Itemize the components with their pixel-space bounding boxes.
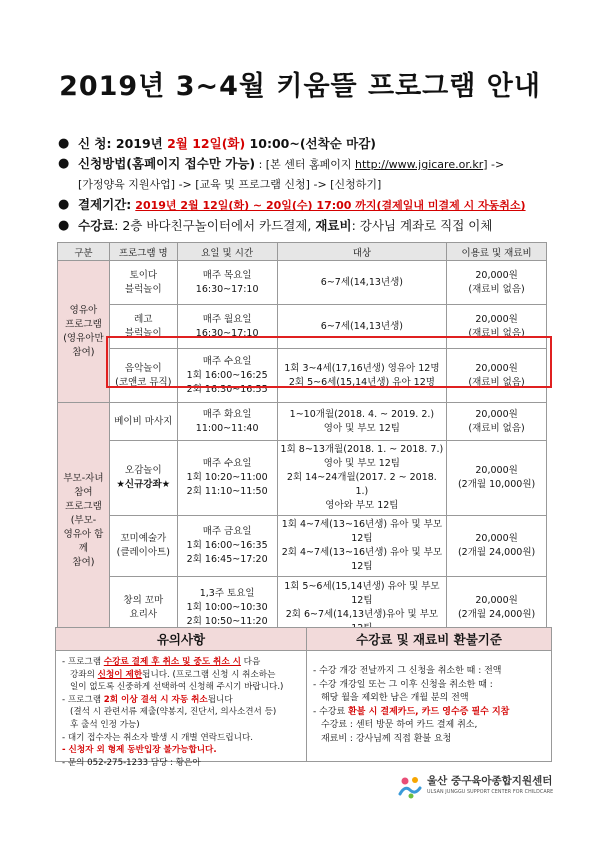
center-name: 울산 중구육아종합지원센터 [427, 775, 553, 787]
restriction-warning: 신청이 제한 [97, 669, 143, 680]
info-fee [58, 216, 578, 236]
fee-label: 수강료 [78, 218, 115, 233]
program-fee: 20,000원 (재료비 없음) [447, 349, 547, 403]
program-name: 음악놀이 (코앤코 뮤직) [109, 349, 177, 403]
program-name: 베이비 마사지 [109, 403, 177, 441]
program-table [57, 242, 547, 639]
header-time: 요일 및 시간 [177, 243, 277, 261]
precautions-title: 유의사항 [56, 628, 306, 651]
table-row [58, 441, 547, 516]
pay-period-value: 2019년 2월 12일(화) ~ 20일(수) 17:00 까지(결제일내 미결제 시 자동취소) [135, 199, 526, 212]
program-name: 창의 꼬마 요리사 [109, 577, 177, 639]
homepage-link[interactable]: http://www.jgicare.or.kr [354, 158, 484, 171]
program-target: 1회 3~4세(17,16년생) 영유아 12명 2회 5~6세(15,14년생) 유아 12명 [277, 349, 447, 403]
notice-box [55, 627, 552, 768]
highlight-box [106, 336, 552, 388]
method-path: [가정양육 지원사업] -> [교육 및 프로그램 신청] -> [신청하기] [78, 178, 382, 191]
program-target: 1회 4~7세(13~16년생) 유아 및 부모 12팀 2회 4~7세(13~16년생) 유아 및 부모 12팀 [277, 516, 447, 577]
sibling-warning: - 신청자 외 형제 동반입장 불가능합니다. [62, 745, 217, 756]
center-logo [397, 773, 572, 801]
info-pay-period [58, 195, 578, 216]
program-fee: 20,000원 (재료비 없음) [447, 261, 547, 305]
program-target: 6~7세(14,13년생) [277, 305, 447, 349]
program-time: 매주 목요일 16:30~17:10 [177, 261, 277, 305]
info-method [58, 154, 578, 175]
program-name: 토이다 블럭놀이 [109, 261, 177, 305]
header-fee: 이용료 및 재료비 [447, 243, 547, 261]
contact-info: - 문의 052-275-1233 담당 : 황은아 [62, 757, 201, 768]
table-row [58, 261, 547, 305]
precautions-panel [56, 628, 307, 768]
bullet-icon: ● [58, 156, 70, 171]
material-value: : 강사님 계좌로 직접 이체 [351, 218, 493, 233]
apply-date: 2월 12일(화) [167, 136, 246, 151]
program-time: 1,3주 토요일 1회 10:00~10:30 2회 10:50~11:20 [177, 577, 277, 639]
apply-note: (선착순 마감) [299, 136, 376, 151]
program-name: 레고 블럭놀이 [109, 305, 177, 349]
program-name: 꼬미예술가 (클레이아트) [109, 516, 177, 577]
header-program: 프로그램 명 [109, 243, 177, 261]
program-target: 1회 8~13개월(2018. 1. ~ 2018. 7.) 영아 및 부모 12팀 2회 14~24개월(2017. 2 ~ 2018. 1.) 영아와 부모 12팀 [277, 441, 447, 516]
program-target: 1회 5~6세(15,14년생) 유아 및 부모 12팀 2회 6~7세(14,13년생)유아 및 부모 [277, 577, 447, 639]
group-infant: 영유아 프로그램 (영유아만 참여) [58, 261, 110, 403]
refund-warning: 환불 시 결제카드, 카드 영수증 필수 지참 [348, 706, 510, 717]
program-fee: 20,000원 (2개월 10,000원) [447, 441, 547, 516]
table-row [58, 403, 547, 441]
program-time: 매주 수요일 1회 16:00~16:25 2회 16:30~16:55 [177, 349, 277, 403]
apply-label: 신 청 [78, 136, 107, 151]
apply-date-prefix: : 2019년 [106, 136, 168, 151]
center-name-en: ULSAN JUNGGU SUPPORT CENTER FOR CHILDCARE [427, 790, 554, 795]
table-header-row [58, 243, 547, 261]
program-target: 1~10개월(2018. 4. ~ 2019. 2.) 영아 및 부모 12팀 [277, 403, 447, 441]
program-target: 6~7세(14,13년생) [277, 261, 447, 305]
apply-time: 10:00~ [245, 136, 300, 151]
pay-period-label: 결제기간: [78, 197, 132, 212]
bullet-icon: ● [58, 197, 70, 212]
program-fee: 20,000원 (2개월 24,000원) [447, 577, 547, 639]
refund-body: - 수강 개강 전날까지 그 신청을 취소한 때 : 전액 - 수강 개강일 또는 그 이후 신청을 취소한 때 : 해당 월을 제외한 남은 개월 분의 전액 - 수강료 환불 시 결제카드, 카드 영수증 필수 지참 수강료 : 센터 방문 하여 카드 결제 취소, 재료비 : 강사님께 직접 환불 요청 [312, 666, 510, 744]
program-fee: 20,000원 (2개월 24,000원) [447, 516, 547, 577]
program-time: 매주 월요일 16:30~17:10 [177, 305, 277, 349]
cancel-warning: 수강료 결제 후 취소 및 중도 취소 시 [103, 657, 241, 667]
method-label: 신청방법(홈페이지 접수만 가능) [78, 156, 256, 171]
program-fee: 20,000원 (재료비 없음) [447, 403, 547, 441]
refund-panel [307, 628, 551, 761]
absence-warning: 2회 이상 결석 시 자동 취소 [103, 694, 208, 705]
application-info [58, 134, 578, 236]
refund-title: 수강료 및 재료비 환불기준 [307, 628, 551, 651]
program-time: 매주 금요일 1회 16:00~16:35 2회 16:45~17:20 [177, 516, 277, 577]
material-label: 재료비 [315, 218, 352, 233]
method-text: : [본 센터 홈페이지 [255, 158, 355, 171]
table-row [58, 516, 547, 577]
page-title: 2019년 3~4월 키움뜰 프로그램 안내 [59, 71, 541, 102]
header-target: 대상 [277, 243, 447, 261]
precautions-body: - 프로그램 수강료 결제 후 취소 및 중도 취소 시 다음 강좌의 신청이 제한됩니다. (프로그램 신청 시 취소하는 일이 없도록 신중하게 선택하여 신청해 주시기 바랍니다.) - 프로그램 2회 이상 결석 시 자동 취소됩니다 (결석 시 관련서류 제출(약봉지, 진단서, 의사소견서 등) 후 출석 인정 가능) - 대기 접수자는 취소자 발생 시 개별 연락드립니다. - 신청자 외 형제 동반입장 불가능합니다. - 문의 052-275-1233 담당 : 황은아 [56, 651, 306, 769]
program-time: 매주 수요일 1회 10:20~11:00 2회 11:10~11:50 [177, 441, 277, 516]
program-fee: 20,000원 (재료비 없음) [447, 305, 547, 349]
info-apply-date [58, 134, 578, 154]
center-logo-icon [397, 774, 423, 800]
group-parent-child: 부모-자녀 참여 프로그램 (부모- 영유아 함께 참여) [58, 403, 110, 639]
method-arrow: ] -> [483, 158, 505, 171]
header-category: 구분 [58, 243, 110, 261]
program-time: 매주 화요일 11:00~11:40 [177, 403, 277, 441]
bullet-icon: ● [58, 218, 70, 233]
fee-value: : 2층 바다친구놀이터에서 카드결제, [114, 218, 316, 233]
bullet-icon: ● [58, 136, 70, 151]
program-name: 오감놀이 ★신규강좌★ [109, 441, 177, 516]
